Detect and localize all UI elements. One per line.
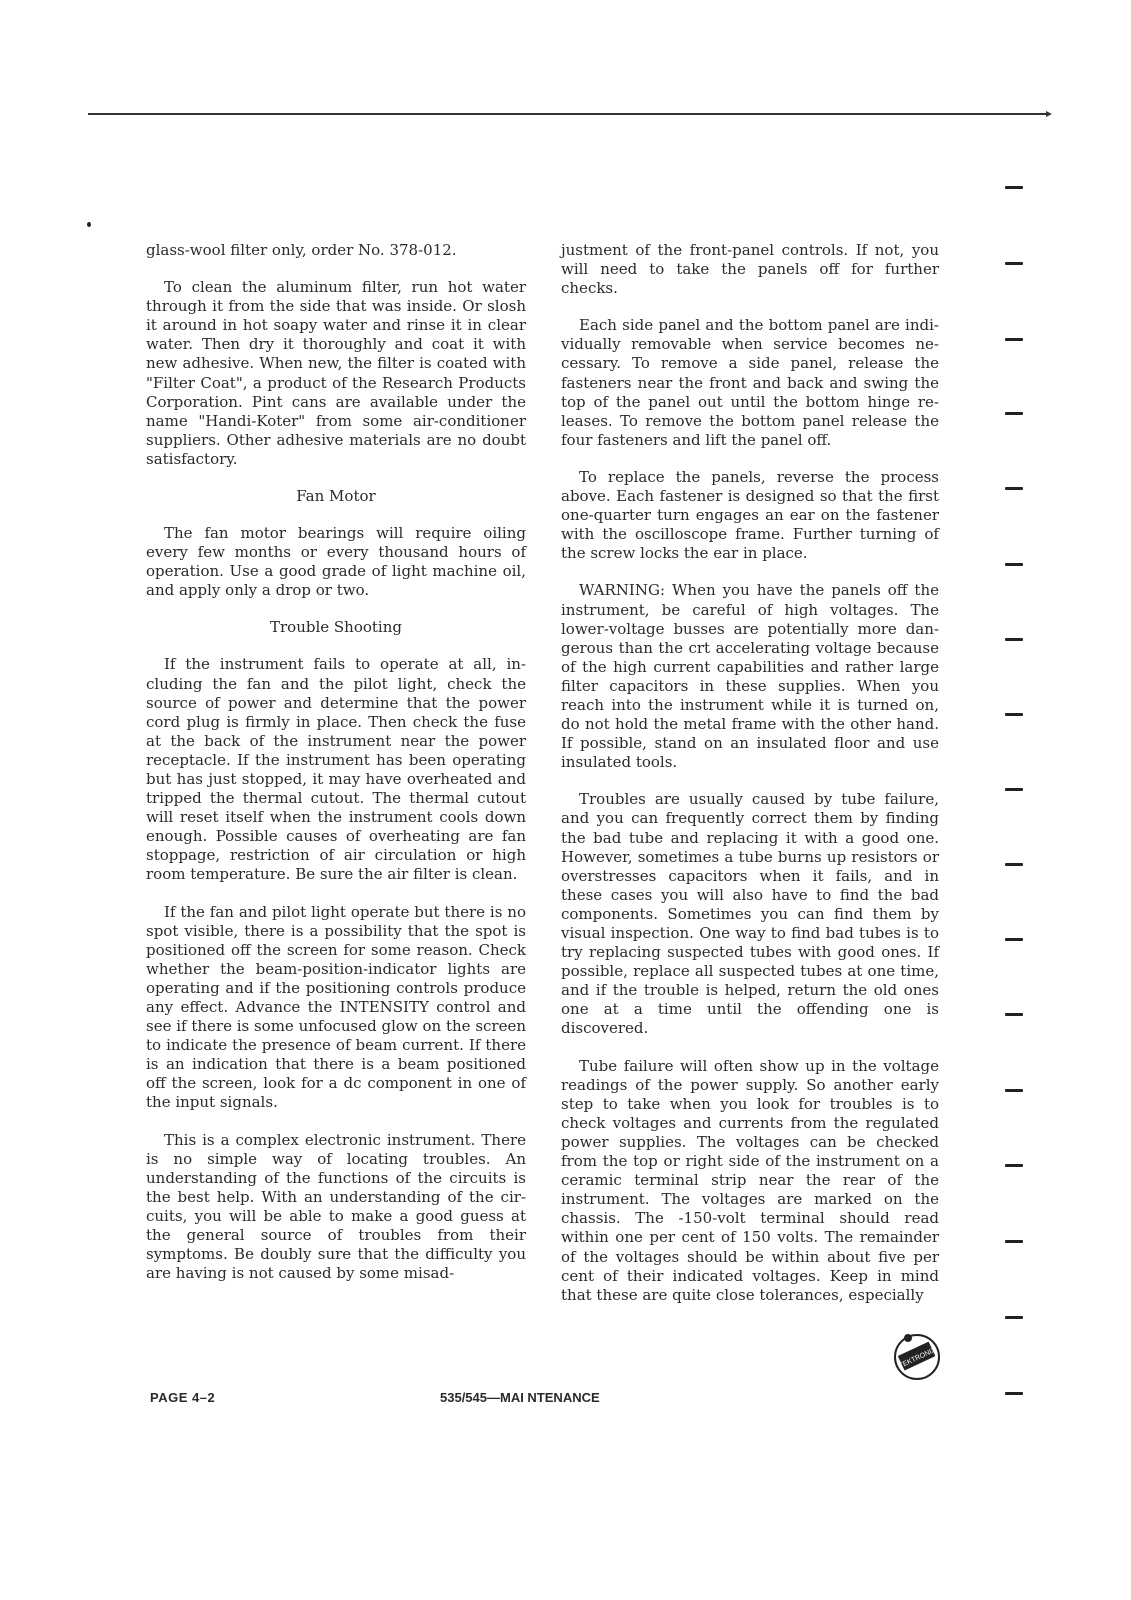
section-title: 535/545—MAI NTENANCE: [440, 1390, 600, 1405]
svg-text:TEKTRONIX: TEKTRONIX: [898, 1346, 938, 1370]
left-paragraph-2: To clean the aluminum filter, run hot water through it from the side that was inside. Or slosh it around in hot soapy water and rinse it in clear water. Then dry it thoroughly and coat it with new adhesive. When new, the filter is coated with "Filter Coat", a product of the Research Products Corporation. Pint cans are available under the name "Handi-Koter" from some air-conditioner suppliers. Other adhesive materials are no doubt satisfactory.: [146, 278, 526, 468]
left-paragraph-3: The fan motor bearings will require oiling every few months or every thousand hours of operation. Use a good grade of light machine oil, and apply only a drop or two.: [146, 524, 526, 600]
margin-mark: [1005, 938, 1023, 941]
left-paragraph-4: If the instrument fails to operate at all, including the fan and the pilot light, check the source of power and determine that the power cord plug is firmly in place. Then check the fuse at the back of the instrument near the power receptacle. If the instrument has been operating but has just stopped, it may have overheated and tripped the thermal cutout. The thermal cutout will reset itself when the instrument cools down enough. Possible causes of overheating are fan stoppage, restriction of air circulation or high room temperature. Be sure the air filter is clean.: [146, 655, 526, 884]
margin-dot: [87, 222, 91, 227]
margin-mark: [1005, 487, 1023, 490]
heading-fan-motor: Fan Motor: [296, 487, 376, 506]
margin-mark: [1005, 563, 1023, 566]
margin-mark: [1005, 338, 1023, 341]
margin-mark: [1005, 638, 1023, 641]
top-rule-end: [1046, 111, 1052, 117]
right-paragraph-5: Troubles are usually caused by tube failure, and you can frequently correct them by finding the bad tube and replacing it with a good one. However, sometimes a tube burns up resistors or overstresses capacitors when it fails, and in these cases you will also have to find the bad components. Sometimes you can find them by visual inspection. One way to find bad tubes is to try replacing suspected tubes with good ones. If possible, replace all suspected tubes at one time, and if the trouble is helped, return the old ones one at a time until the offending one is discovered.: [561, 790, 939, 1038]
left-paragraph-6: This is a complex electronic instrument. There is no simple way of locating troubles. An understanding of the functions of the circuits is the best help. With an understanding of the circuits, you will be able to make a good guess at the general source of troubles from their symptoms. Be doubly sure that the difficulty you are having is not caused by some misad-: [146, 1130, 526, 1283]
margin-mark: [1005, 412, 1023, 415]
left-column: [146, 241, 526, 1301]
margin-mark: [1005, 1316, 1023, 1319]
margin-mark: [1005, 1164, 1023, 1167]
margin-mark: [1005, 1240, 1023, 1243]
heading-trouble-shooting: Trouble Shooting: [270, 618, 402, 637]
right-paragraph-6: Tube failure will often show up in the voltage readings of the power supply. So another early step to take when you look for troubles is to check voltages and currents from the regulated power supplies. The voltages can be checked from the top or right side of the instrument on a ceramic terminal strip near the rear of the instrument. The voltages are marked on the chassis. The -150-volt terminal should read within one per cent of 150 volts. The remainder of the voltages should be within about five per cent of their indicated voltages. Keep in mind that these are quite close tolerances, especially: [561, 1056, 939, 1304]
margin-mark: [1005, 1013, 1023, 1016]
tektronix-logo-icon: [890, 1330, 944, 1384]
top-rule: [88, 113, 1050, 115]
margin-mark: [1005, 863, 1023, 866]
left-paragraph-5: If the fan and pilot light operate but there is no spot visible, there is a possibility that the spot is positioned off the screen for some reason. Check whether the beam-position-indicator lights are operating and if the positioning controls produce any effect. Advance the INTENSITY control and see if there is some unfocused glow on the screen to indicate the presence of beam current. If there is an indication that there is a beam positioned off the screen, look for a dc component in one of the input signals.: [146, 902, 527, 1112]
right-paragraph-4: WARNING: When you have the panels off the instrument, be careful of high voltages. The lower-voltage busses are potentially more dangerous than the crt accelerating voltage because of the high current capabilities and rather large filter capacitors in these supplies. When you reach into the instrument while it is turned on, do not hold the metal frame with the other hand. If possible, stand on an insulated floor and use insulated tools.: [561, 581, 939, 772]
page-number: PAGE 4–2: [150, 1390, 216, 1405]
margin-mark: [1005, 262, 1023, 265]
margin-mark: [1005, 788, 1023, 791]
right-paragraph-2: Each side panel and the bottom panel are individually removable when service becomes necessary. To remove a side panel, release the fasteners near the front and back and swing the top of the panel out until the bottom hinge releases. To remove the bottom panel release the four fasteners and lift the panel off.: [561, 316, 939, 449]
right-paragraph-3: To replace the panels, reverse the process above. Each fastener is designed so that the first one-quarter turn engages an ear on the fastener with the oscilloscope frame. Further turning of the screw locks the ear in place.: [561, 467, 939, 563]
right-paragraph-1: justment of the front-panel controls. If not, you will need to take the panels off for further checks.: [561, 241, 939, 298]
right-column: [561, 241, 939, 1323]
margin-mark: [1005, 713, 1023, 716]
margin-mark: [1005, 186, 1023, 189]
left-paragraph-1: glass-wool filter only, order No. 378-012.: [146, 241, 457, 259]
margin-mark: [1005, 1392, 1023, 1395]
margin-mark: [1005, 1089, 1023, 1092]
